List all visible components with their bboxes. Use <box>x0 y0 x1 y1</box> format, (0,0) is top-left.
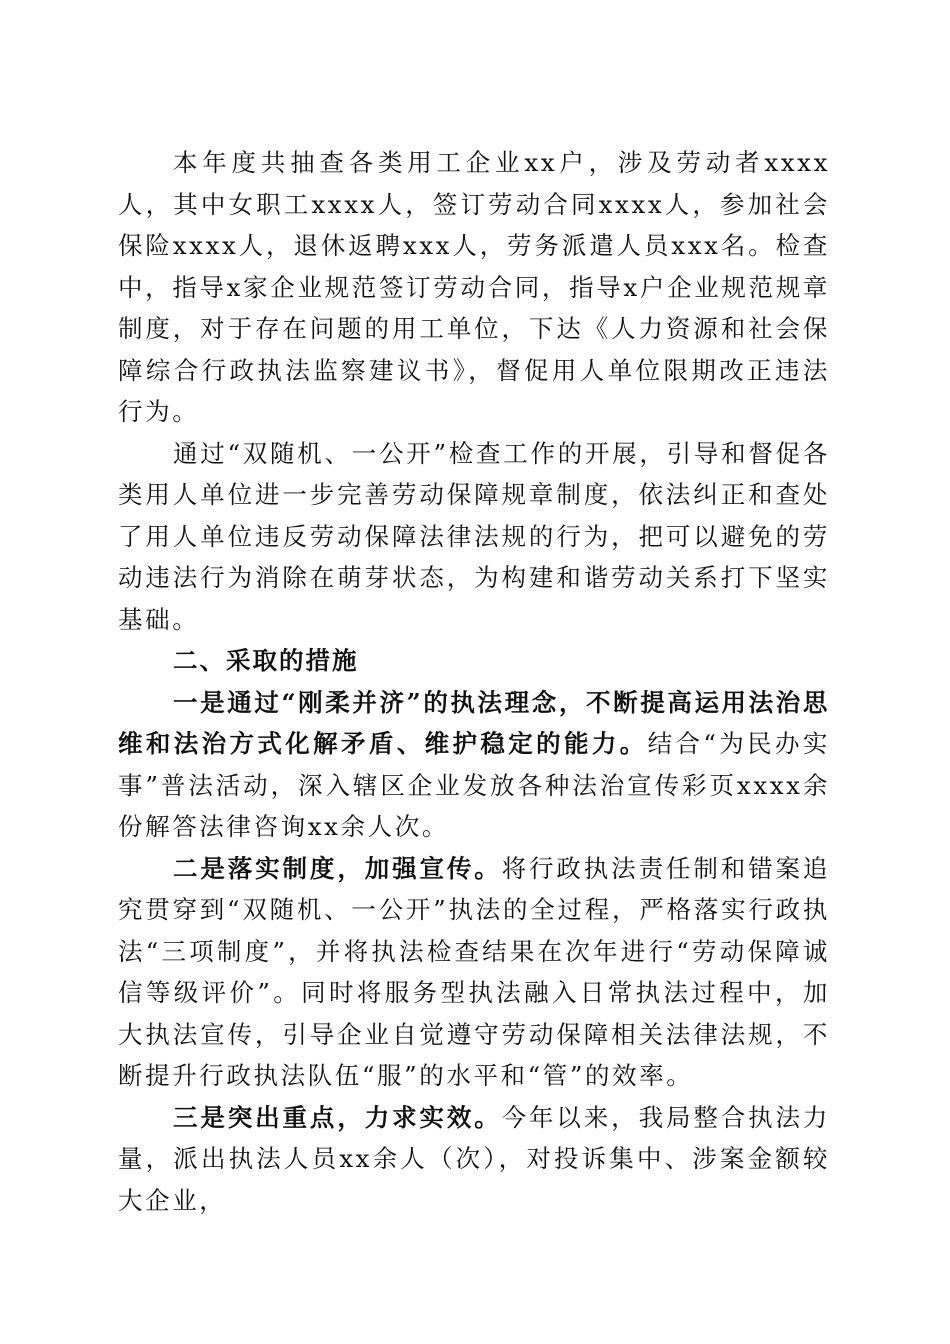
measure-text: 结合“为民办实事”普法活动，深入辖区企业发放各种法治宣传彩页xxxx余份解答法律咨询xx余人次。 <box>118 729 830 841</box>
measure-text: 今年以来，我局整合执法力量，派出执法人员xx余人（次），对投诉集中、涉案金额较大企业， <box>118 1102 830 1215</box>
measure-paragraph-1 <box>118 682 830 848</box>
paragraph-text: 通过“双随机、一公开”检查工作的开展，引导和督促各类用人单位进一步完善劳动保障规章制度，依法纠正和查处了用人单位违反劳动保障法律法规的行为，把可以避免的劳动违法行为消除在萌芽状态，为构建和谐劳动关系打下坚实基础。 <box>118 438 830 634</box>
paragraph-double-random-results <box>118 433 830 641</box>
measure-lead: 一是通过“刚柔并济”的执法理念，不断提高运用法治思维和法治方式化解矛盾、维护稳定的能力。 <box>118 687 830 758</box>
measure-text: 将行政执法责任制和错案追究贯穿到“双随机、一公开”执法的全过程，严格落实行政执法“三项制度”，并将执法检查结果在次年进行“劳动保障诚信等级评价”。同时将服务型执法融入日常执法过程中，加大执法宣传，引导企业自觉遵守劳动保障相关法律法规，不断提升行政执法队伍“服”的水平和“管”的效率。 <box>118 853 830 1090</box>
measure-lead: 二是落实制度，加强宣传。 <box>173 853 502 883</box>
measure-paragraph-2 <box>118 848 830 1097</box>
paragraph-inspection-summary <box>118 142 830 433</box>
document-body <box>118 142 830 1221</box>
measure-paragraph-3 <box>118 1097 830 1222</box>
section-heading: 二、采取的措施 <box>173 646 359 675</box>
measure-lead: 三是突出重点，力求实效。 <box>173 1102 502 1132</box>
paragraph-text: 本年度共抽查各类用工企业xx户，涉及劳动者xxxx人，其中女职工xxxx人，签订劳动合同xxxx人，参加社会保险xxxx人，退休返聘xxx人，劳务派遣人员xxx名。检查中，指导x家企业规范签订劳动合同，指导x户企业规范规章制度，对于存在问题的用工单位，下达《人力资源和社会保障综合行政执法监察建议书》，督促用人单位限期改正违法行为。 <box>118 148 830 426</box>
